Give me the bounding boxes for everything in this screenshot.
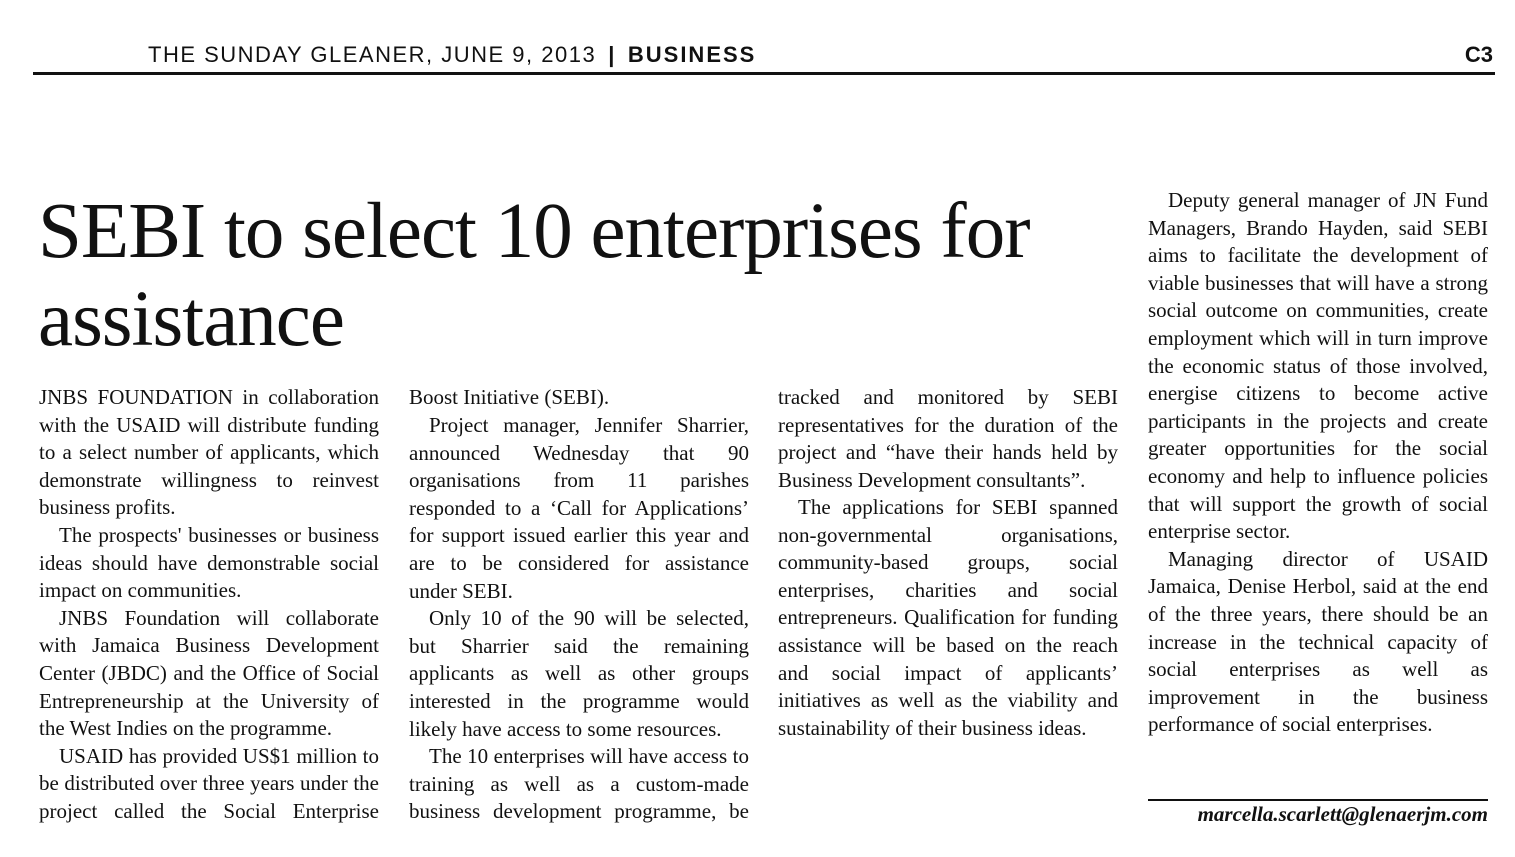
article-column-3	[778, 384, 1118, 494]
article-column-4	[1148, 187, 1488, 739]
article-paragraph: JNBS FOUNDATION in collaboration with the USAID will distribute funding to a select number of applicants, which demonstrate willingness to reinvest business profits.	[39, 385, 379, 520]
publication-date-line: THE SUNDAY GLEANER, JUNE 9, 2013	[148, 42, 597, 67]
masthead-separator: |	[608, 42, 616, 67]
article-column-2	[409, 384, 749, 412]
article-headline: SEBI to select 10 enterprises for assistance	[38, 188, 1030, 363]
page-number: C3	[1464, 42, 1493, 67]
masthead-left	[148, 42, 756, 68]
article-paragraph: USAID has provided US$1 million to be distributed over three years under the project called the Social Enterprise	[39, 743, 379, 823]
article-column-1	[39, 384, 379, 826]
section-name: BUSINESS	[627, 42, 757, 67]
article-paragraph: Project manager, Jennifer Sharrier, announced Wednesday that 90 organisations from 11 parishes responded to a ‘Call for Applications’ for support issued earlier this year and are to be considered for assistance under SEBI.	[409, 413, 749, 603]
article-paragraph-continued: tracked and monitored by SEBI representatives for the duration of the project and “have their hands held by Business Development consultants”.	[778, 385, 1118, 492]
article-column-3-body	[778, 494, 1118, 742]
article-column-2-body	[409, 412, 749, 826]
article-paragraph: Deputy general manager of JN Fund Managers, Brando Hayden, said SEBI aims to facilitate the development of viable businesses that will have a strong social outcome on communities, create employment which will in turn improve the economic status of those involved, energise citizens to become active participants in the projects and create greater opportunities for the social economy and help to influence policies that will support the growth of social enterprise sector.	[1148, 188, 1488, 544]
article-paragraph: Only 10 of the 90 will be selected, but Sharrier said the remaining applicants as well as other groups interested in the programme would likely have access to some resources.	[409, 606, 749, 741]
article-paragraph: JNBS Foundation will collaborate with Jamaica Business Development Center (JBDC) and the Office of Social Entrepreneurship at the University of the West Indies on the programme.	[39, 605, 379, 741]
masthead	[33, 40, 1495, 75]
article-paragraph: The 10 enterprises will have access to training as well as a custom-made business development programme, be	[409, 744, 749, 824]
article-paragraph-continued: Boost Initiative (SEBI).	[409, 385, 610, 409]
byline-rule	[1148, 799, 1488, 801]
article-paragraph: The prospects' businesses or business ideas should have demonstrable social impact on communities.	[39, 522, 379, 603]
article-paragraph: The applications for SEBI spanned non-governmental organisations, community-based groups, social enterprises, charities and social entrepreneurs. Qualification for funding assistance will be based on the reach and social impact of applicants’ initiatives as well as the viability and sustainability of their business ideas.	[778, 495, 1118, 740]
article-paragraph: Managing director of USAID Jamaica, Denise Herbol, said at the end of the three years, there should be an increase in the technical capacity of social enterprises as well as improvement in the business performance of social enterprises.	[1148, 546, 1488, 737]
author-email: marcella.scarlett@glenaerjm.com	[1197, 802, 1488, 826]
